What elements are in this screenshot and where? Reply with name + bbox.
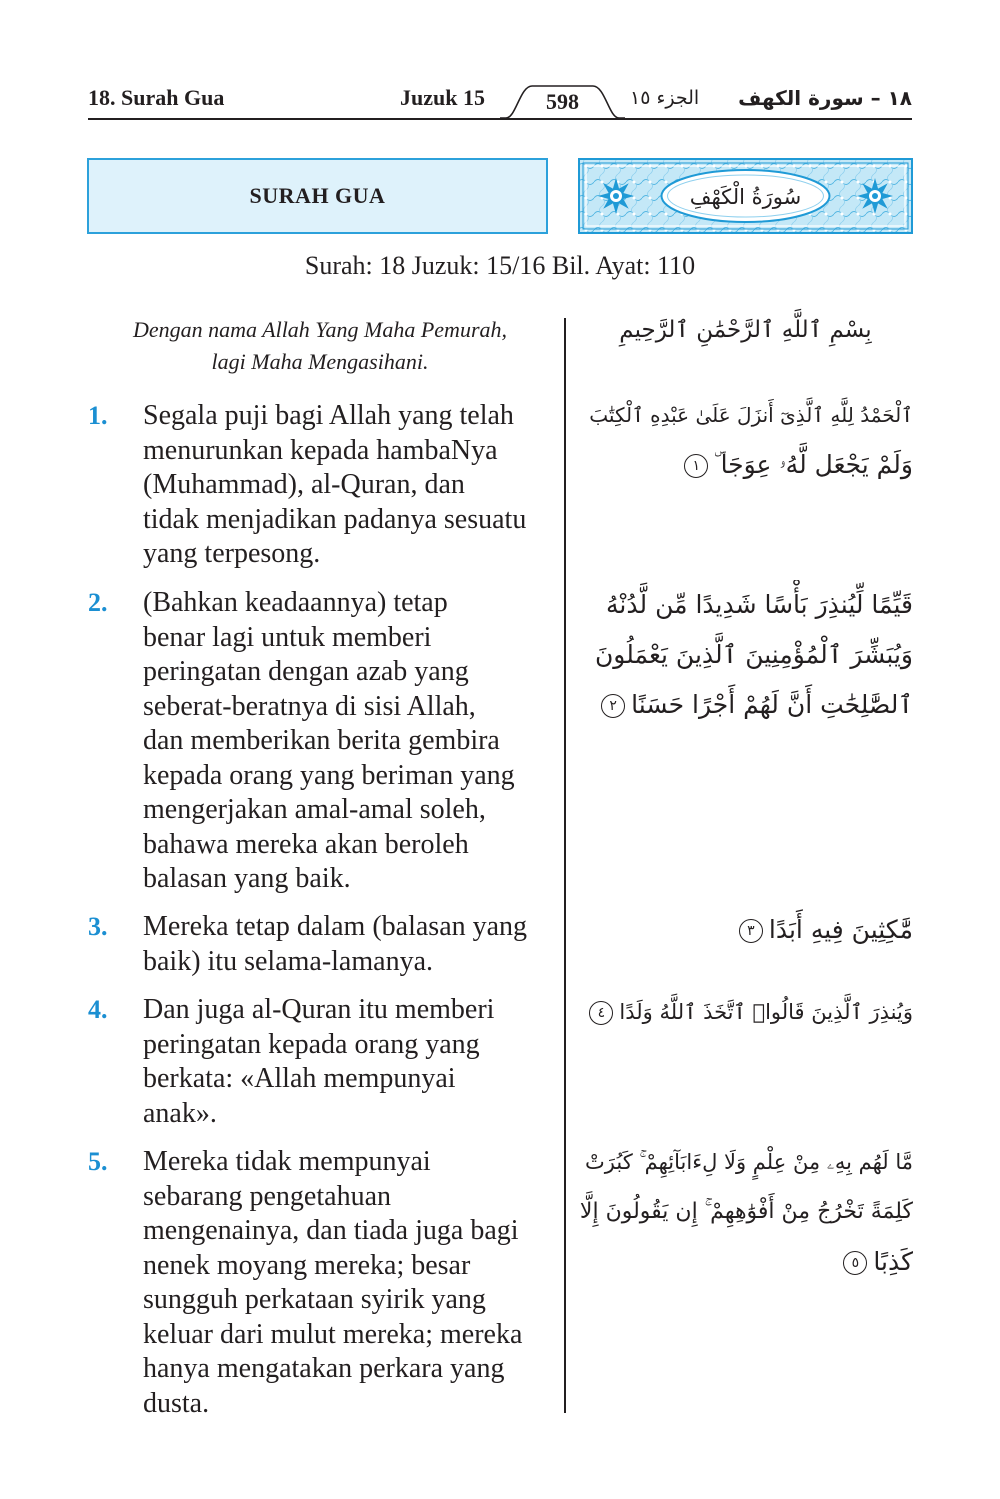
ayah-number-marker: ١ <box>684 454 708 478</box>
surah-arabic-header-label: ١٨ – سورة الكهف <box>738 86 912 110</box>
verse-line: berkata: «Allah mempunyai <box>143 1063 456 1094</box>
basmala-arabic: بِسْمِ ٱللَّهِ ٱلرَّحْمَٰنِ ٱلرَّحِيمِ <box>619 317 872 343</box>
verse-number: 2. <box>88 588 108 617</box>
verse-number: 1. <box>88 401 108 430</box>
surah-title: SURAH GUA <box>249 183 386 208</box>
ayah-number-marker: ٤ <box>589 1001 613 1025</box>
basmala-translation-line: lagi Maha Mengasihani. <box>211 349 429 374</box>
verse-number: 4. <box>88 995 108 1024</box>
arabic-line <box>578 987 913 1037</box>
header-rule <box>88 118 912 120</box>
rosette-left-ornament <box>598 178 634 214</box>
verse-line: kepada orang yang beriman yang <box>143 759 515 791</box>
arabic-line-text: مَّٰكِثِينَ فِيهِ أَبَدًا <box>768 915 913 944</box>
verse-text <box>143 586 563 897</box>
arabic-line-text: وَيُنذِرَ ٱلَّذِينَ قَالُوا۟ ٱتَّخَذَ ٱللَّهُ وَلَدًا <box>619 1000 913 1024</box>
verse-line: menurunkan kepada hambaNya <box>143 434 498 466</box>
verse-line: sungguh perkataan syirik yang <box>143 1284 486 1315</box>
verse-4-arabic <box>578 987 913 1037</box>
verse-5-arabic <box>578 1137 913 1287</box>
rosette-right-ornament <box>857 178 893 214</box>
ayah-number-marker: ٣ <box>739 919 763 943</box>
verse-1-arabic <box>578 390 913 490</box>
arabic-line: قَيِّمًا لِّيُنذِرَ بَأْسًا شَدِيدًا مِّن لَّدُنْهُ <box>606 590 913 619</box>
arabic-line: كَلِمَةً تَخْرُجُ مِنْ أَفْوَٰهِهِمْ ۚ إِن يَقُولُونَ إِلَّا <box>579 1199 913 1224</box>
verse-line: (Muhammad), al-Quran, dan <box>143 469 465 500</box>
surah-info: Surah: 18 Juzuk: 15/16 Bil. Ayat: 110 <box>304 251 696 280</box>
verse-line: Mereka tetap dalam (balasan yang <box>143 911 528 942</box>
verse-text <box>143 399 563 572</box>
verse-line: Segala puji bagi Allah yang telah <box>143 400 514 431</box>
verse-text <box>143 910 563 979</box>
verse-line: hanya mengatakan perkara yang <box>143 1353 505 1384</box>
arabic-line: وَيُبَشِّرَ ٱلْمُؤْمِنِينَ ٱلَّذِينَ يَعْمَلُونَ <box>594 640 913 669</box>
surah-header-label: 18. Surah Gua <box>88 85 225 110</box>
verse-text <box>143 993 563 1131</box>
verse-number: 5. <box>88 1147 108 1176</box>
juz-arabic-label: الجزء ١٥ <box>630 87 700 109</box>
surah-arabic-title: سُورَةُ الْكَهْفِ <box>689 185 802 209</box>
arabic-line <box>578 1237 913 1287</box>
arabic-line-text: كَذِبًا <box>873 1247 913 1276</box>
verse-number: 3. <box>88 912 108 941</box>
juzuk-header-label: Juzuk 15 <box>400 85 485 110</box>
column-divider <box>564 318 566 1413</box>
verse-line: Mereka tidak mempunyai <box>143 1146 431 1177</box>
verse-line: mengerjakan amal-amal soleh, <box>143 794 486 825</box>
arabic-line: مَّا لَهُم بِهِۦ مِنْ عِلْمٍ وَلَا لِءَابَآئِهِمْ ۚ كَبُرَتْ <box>585 1150 913 1174</box>
arabic-line: ٱلْحَمْدُ لِلَّهِ ٱلَّذِىٓ أَنزَلَ عَلَىٰ عَبْدِهِ ٱلْكِتَٰبَ <box>589 403 913 427</box>
page-number: 598 <box>546 89 579 114</box>
arabic-line-text: ٱلصَّٰلِحَٰتِ أَنَّ لَهُمْ أَجْرًا حَسَنًا <box>631 690 913 719</box>
verse-line: tidak menjadikan padanya sesuatu <box>143 503 527 535</box>
verse-line: benar lagi untuk memberi <box>143 621 432 653</box>
verse-line: (Bahkan keadaannya) tetap <box>143 587 448 618</box>
arabic-line-text: وَلَمْ يَجْعَل لَّهُۥ عِوَجَا ۜ <box>714 450 913 479</box>
arabic-line <box>578 440 913 490</box>
arabic-line <box>578 680 913 730</box>
verse-line: Dan juga al-Quran itu memberi <box>143 994 495 1025</box>
ayah-number-marker: ٢ <box>601 694 625 718</box>
verse-2-arabic <box>578 580 913 730</box>
surah-title-box <box>87 158 548 234</box>
verse-line: peringatan kepada orang yang <box>143 1028 480 1060</box>
verse-text <box>143 1145 563 1421</box>
verse-line: sebarang pengetahuan <box>143 1180 391 1212</box>
verse-line: dan memberikan berita gembira <box>143 725 500 756</box>
verse-line: yang terpesong. <box>143 538 321 569</box>
verse-line: mengenainya, dan tiada juga bagi <box>143 1215 519 1246</box>
verse-line: baik) itu selama-lamanya. <box>143 945 433 977</box>
verse-line: dusta. <box>143 1387 210 1419</box>
verse-line: nenek moyang mereka; besar <box>143 1249 471 1281</box>
verse-line: seberat-beratnya di sisi Allah, <box>143 690 476 722</box>
arabic-line <box>578 905 913 955</box>
verse-line: keluar dari mulut mereka; mereka <box>143 1318 523 1350</box>
verse-3-arabic <box>578 905 913 955</box>
basmala-arabic-block <box>578 305 913 355</box>
ayah-number-marker: ٥ <box>843 1251 867 1275</box>
basmala-translation <box>87 314 553 378</box>
verse-line: balasan yang baik. <box>143 863 351 894</box>
verse-line: anak». <box>143 1097 217 1129</box>
verse-line: bahawa mereka akan beroleh <box>143 828 469 860</box>
verse-line: peringatan dengan azab yang <box>143 656 469 687</box>
surah-ornament-banner <box>578 158 913 234</box>
basmala-translation-line: Dengan nama Allah Yang Maha Pemurah, <box>133 317 507 342</box>
